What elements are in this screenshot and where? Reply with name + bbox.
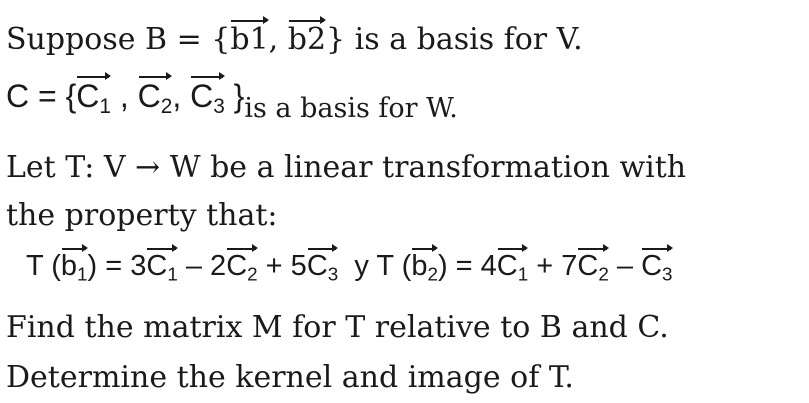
vector-c3 bbox=[190, 78, 225, 119]
b2-subscript: 2 bbox=[427, 263, 438, 285]
text-suffix: } is a basis for V. bbox=[326, 22, 583, 57]
vector-c3-eq1 bbox=[307, 250, 338, 286]
vector-c1 bbox=[76, 78, 111, 119]
c1-subscript-eq2: 1 bbox=[517, 263, 529, 285]
eq-minus-last: – bbox=[608, 250, 642, 282]
set-open: C = { bbox=[6, 78, 77, 114]
c3-subscript: 3 bbox=[213, 95, 225, 119]
b1-letter: b bbox=[60, 250, 78, 282]
c2-letter-eq1: C bbox=[226, 250, 248, 282]
c1-letter-eq1: C bbox=[146, 250, 168, 282]
set-close: } bbox=[224, 78, 245, 114]
vector-c1-eq2 bbox=[497, 250, 528, 286]
c1-subscript: 1 bbox=[99, 95, 111, 119]
c1-subscript-eq1: 1 bbox=[167, 263, 178, 285]
statement-line-7: Determine the kernel and image of T. bbox=[6, 360, 574, 395]
c3-letter-eq1: C bbox=[306, 250, 328, 282]
c3-subscript-eq1: 3 bbox=[327, 263, 339, 285]
sep-1: , bbox=[110, 78, 138, 114]
vector-b1-eq bbox=[61, 250, 88, 286]
vector-b2: b2 bbox=[287, 22, 327, 57]
text-comma: , bbox=[268, 22, 288, 57]
vector-c1-eq1 bbox=[146, 250, 177, 286]
eq-plus-7: + 7 bbox=[528, 250, 578, 282]
c3-subscript-eq2: 3 bbox=[662, 263, 673, 285]
eq-mid: y T ( bbox=[338, 250, 412, 282]
statement-line-6: Find the matrix M for T relative to B and C. bbox=[6, 310, 669, 345]
text-prefix: Suppose B = { bbox=[6, 22, 231, 57]
vector-c2 bbox=[138, 78, 173, 119]
statement-line-2 bbox=[6, 78, 458, 124]
c2-subscript-eq2: 2 bbox=[598, 263, 609, 285]
b1-subscript: 1 bbox=[77, 263, 88, 285]
transformation-equations bbox=[26, 250, 673, 286]
c2-letter-eq2: C bbox=[577, 250, 599, 282]
eq-equals-2: ) = 4 bbox=[437, 250, 497, 282]
c1-letter-eq2: C bbox=[496, 250, 518, 282]
c2-subscript: 2 bbox=[160, 95, 173, 119]
c2-letter: C bbox=[137, 78, 161, 114]
c3-letter: C bbox=[190, 78, 214, 114]
eq-t-open-1: T ( bbox=[26, 250, 61, 282]
vector-c3-eq2 bbox=[641, 250, 672, 286]
sep-2: , bbox=[172, 78, 191, 114]
eq-minus-2: – 2 bbox=[177, 250, 227, 282]
statement-line-3: Let T: V → W be a linear transformation with bbox=[6, 150, 687, 185]
c1-letter: C bbox=[76, 78, 100, 114]
vector-b2-eq bbox=[411, 250, 438, 286]
basis-tail: is a basis for W. bbox=[244, 93, 458, 124]
b2-letter: b bbox=[411, 250, 428, 282]
eq-plus-5: + 5 bbox=[257, 250, 307, 282]
vector-b1: b1 bbox=[230, 22, 269, 57]
eq-equals-1: ) = 3 bbox=[87, 250, 147, 282]
c3-letter-eq2: C bbox=[641, 250, 663, 282]
vector-c2-eq2 bbox=[577, 250, 608, 286]
c2-subscript-eq1: 2 bbox=[247, 263, 258, 285]
statement-line-4: the property that: bbox=[6, 198, 278, 233]
vector-c2-eq1 bbox=[226, 250, 257, 286]
statement-line-1 bbox=[6, 22, 583, 57]
